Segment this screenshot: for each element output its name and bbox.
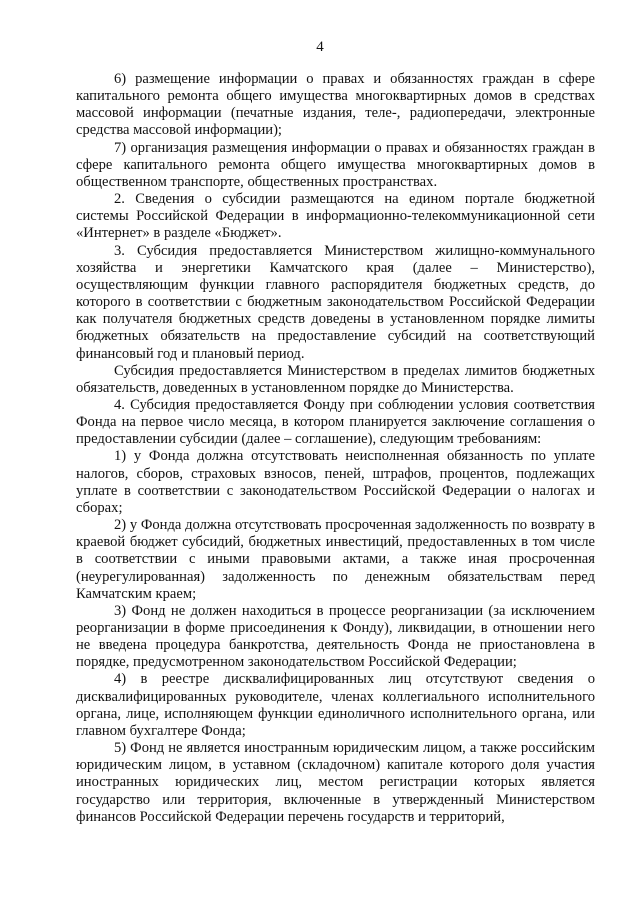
paragraph-item-7: 7) организация размещения информации о правах и обязанностях граждан в сфере капитального ремонта общего имущества многоквартирных домов в общественном транспорте, общественных пространствах.: [76, 139, 595, 190]
paragraph-requirement-3: 3) Фонд не должен находиться в процессе реорганизации (за исключением реорганизации в форме присоединения к Фонду), ликвидации, в отношении него не введена процедура банкротства, деятельность Фонда не приостановлена в порядке, предусмотренном законодательством Российской Федерации;: [76, 602, 595, 671]
paragraph-requirement-5: 5) Фонд не является иностранным юридическим лицом, а также российским юридическим лицом, в уставном (складочном) капитале которого доля участия иностранных юридических лиц, местом регистрации которых является государство или территория, включенные в утвержденный Министерством финансов Российской Федерации перечень государств и территорий,: [76, 740, 595, 825]
document-body: [76, 71, 595, 826]
paragraph-requirement-4: 4) в реестре дисквалифицированных лиц отсутствуют сведения о дисквалифицированных руководителе, членах коллегиального исполнительного органа, лице, исполняющем функции единоличного исполнительного органа, или главном бухгалтере Фонда;: [76, 671, 595, 739]
paragraph-item-6: 6) размещение информации о правах и обязанностях граждан в сфере капитального ремонта общего имущества многоквартирных домов в средствах массовой информации (печатные издания, теле-, радиопередачи, электронные средства массовой информации);: [76, 71, 595, 139]
paragraph-section-4: 4. Субсидия предоставляется Фонду при соблюдении условия соответствия Фонда на первое число месяца, в котором планируется заключение соглашения о предоставлении субсидии (далее – соглашение), следующим требованиям:: [76, 396, 595, 448]
paragraph-section-3-continued: Субсидия предоставляется Министерством в пределах лимитов бюджетных обязательств, доведенных в установленном порядке до Министерства.: [76, 362, 595, 396]
paragraph-section-3: 3. Субсидия предоставляется Министерством жилищно-коммунального хозяйства и энергетики Камчатского края (далее – Министерство), осуществляющим функции главного распорядителя бюджетных средств, до которого в соответствии с бюджетным законодательством Российской Федерации как получателя бюджетных средств доведены в установленном порядке лимиты бюджетных обязательств на предоставление субсидий на соответствующий финансовый год и плановый период.: [76, 242, 595, 362]
paragraph-section-2: 2. Сведения о субсидии размещаются на едином портале бюджетной системы Российской Федерации в информационно-телекоммуникационной сети «Интернет» в разделе «Бюджет».: [76, 191, 595, 242]
page-number: 4: [316, 39, 324, 55]
paragraph-requirement-2: 2) у Фонда должна отсутствовать просроченная задолженность по возврату в краевой бюджет субсидий, бюджетных инвестиций, предоставленных в том числе в соответствии с иными правовыми актами, а также иная просроченная (неурегулированная) задолженность по денежным обязательствам перед Камчатским краем;: [76, 517, 595, 602]
paragraph-requirement-1: 1) у Фонда должна отсутствовать неисполненная обязанность по уплате налогов, сборов, страховых взносов, пеней, штрафов, процентов, подлежащих уплате в соответствии с законодательством Российской Федерации о налогах и сборах;: [76, 448, 595, 516]
